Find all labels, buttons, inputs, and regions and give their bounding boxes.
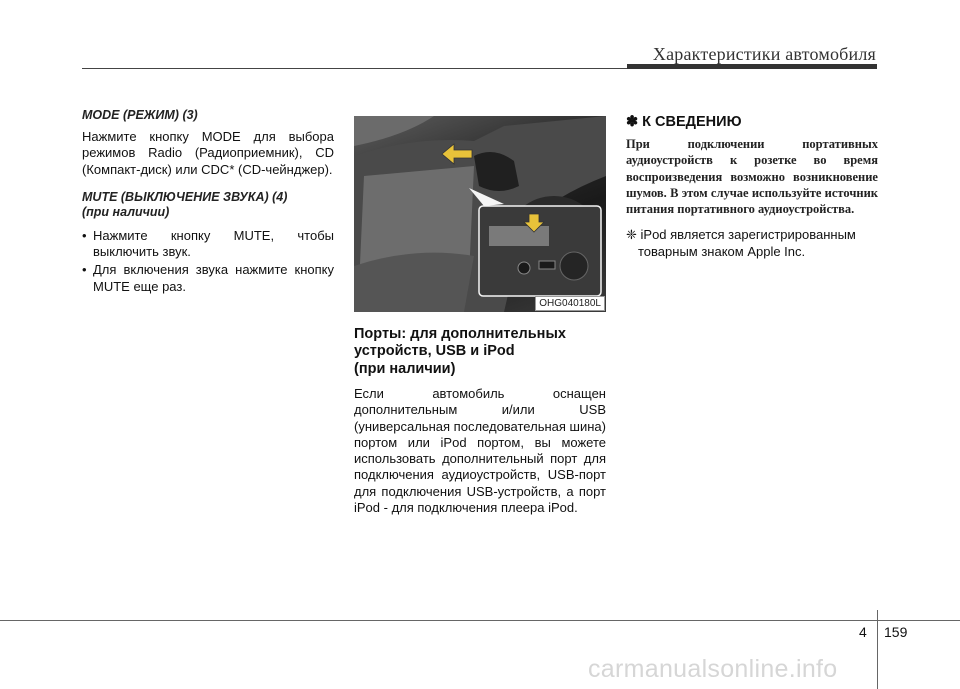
- ports-section-title-line1: Порты: для дополнительных: [354, 326, 566, 342]
- mute-heading-line1: MUTE (ВЫКЛЮЧЕНИЕ ЗВУКА) (4): [82, 189, 288, 204]
- mode-heading: MODE (РЕЖИМ) (3): [82, 108, 198, 122]
- note-text: При подключении портативных аудиоустройств к розетке во время воспроизведения возможно возникновение шумов. В этом случае используйте источник питания портативного аудиоустройства.: [626, 137, 878, 216]
- list-item: • Нажмите кнопку MUTE, чтобы выключить звук.: [82, 228, 334, 261]
- ports-section-title-line2: устройств, USB и iPod: [354, 343, 515, 360]
- trademark-footnote: ❈ iPod является зарегистрированным товарным знаком Apple Inc.: [626, 227, 856, 259]
- header-rule-accent: [627, 64, 877, 69]
- mute-heading-line2: (при наличии): [82, 204, 170, 219]
- column-left: [82, 108, 334, 297]
- console-ports-photo: [354, 116, 606, 312]
- page-header-title: Характеристики автомобиля: [652, 44, 876, 64]
- ports-closeup-inset: [479, 206, 601, 296]
- column-middle: [354, 112, 606, 528]
- watermark: carmanualsonline.info: [588, 655, 838, 683]
- footer-divider: [877, 610, 878, 689]
- photo-illustration: [354, 116, 606, 312]
- note-title: ✽ К СВЕДЕНИЮ: [626, 114, 742, 130]
- photo-code-label: OHG040180L: [535, 296, 605, 311]
- column-right: [626, 108, 878, 260]
- chapter-number: 4: [859, 624, 867, 640]
- page-number: 159: [884, 624, 908, 640]
- mute-heading: [82, 190, 334, 220]
- footer-rule: [0, 620, 960, 621]
- ports-section-text: Если автомобиль оснащен дополнительным и/или USB (универсальная последовательная шина) портом или iPod портом, вы можете использовать дополнительный порт для подключения аудиоустройств, USB-порт для подключения USB-устройств, а порт iPod - для подключения плеера iPod.: [354, 386, 606, 515]
- ports-section-title-line3: (при наличии): [354, 360, 456, 377]
- list-item: • Для включения звука нажмите кнопку MUTE еще раз.: [82, 262, 334, 295]
- ports-section-title: [354, 326, 606, 378]
- mode-text: Нажмите кнопку MODE для выбора режимов Radio (Радиоприемник), CD (Компакт-диск) или CDC* (CD-чейнджер).: [82, 129, 334, 177]
- mute-bullet-list: [82, 228, 334, 295]
